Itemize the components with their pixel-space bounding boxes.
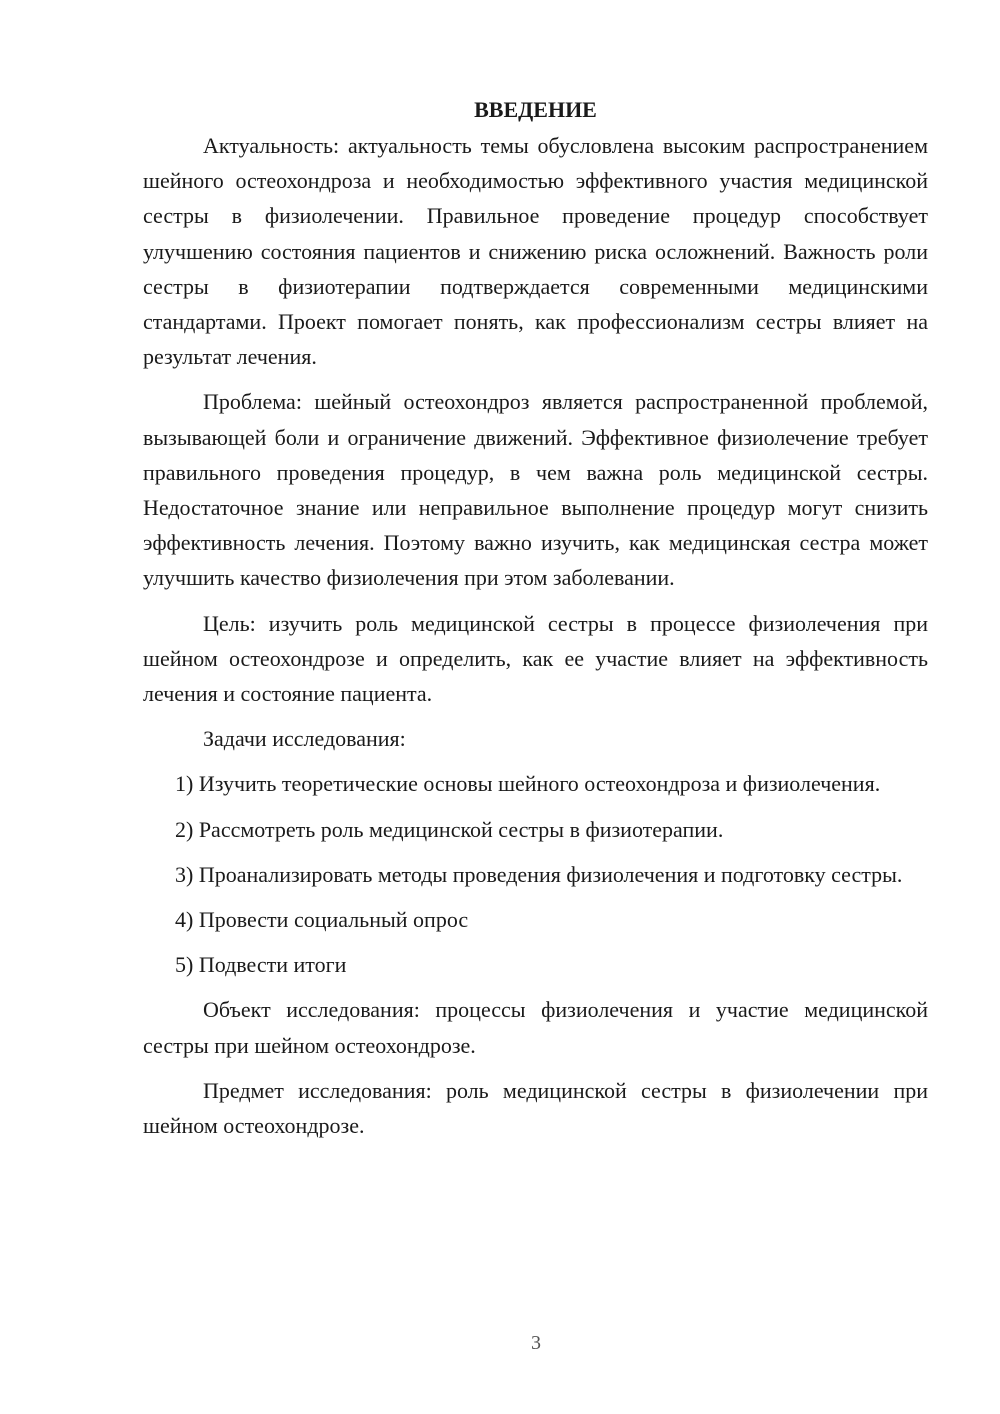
paragraph-goal: Цель: изучить роль медицинской сестры в процессе физиолечения при шейном остеохондрозе и определить, как ее участие влияет на эффективность лечения и состояние пациента. [143,610,928,707]
paragraph-relevance: Актуальность: актуальность темы обусловлена высоким распространением шейного остеохондроза и необходимостью эффективного участия медицинской сестры в физиолечении. Правильное проведение процедур способствует улучшению состояния пациентов и снижению риска осложнений. Важность роли сестры в физиотерапии подтверждается современными медицинскими стандартами. Проект помогает понять, как профессионализм сестры влияет на результат лечения. [143,133,928,370]
page-number: 3 [531,1332,541,1354]
page-title: ВВЕДЕНИЕ [474,97,597,122]
paragraph-object: Объект исследования: процессы физиолечения и участие медицинской сестры при шейном остеохондрозе. [143,997,928,1058]
paragraph-subject: Предмет исследования: роль медицинской сестры в физиолечении при шейном остеохондрозе. [143,1077,928,1139]
task-item-2: 2) Рассмотреть роль медицинской сестры в физиотерапии. [175,816,724,842]
task-item-4: 4) Провести социальный опрос [175,907,469,933]
tasks-title: Задачи исследования: [203,726,406,752]
task-item-5: 5) Подвести итоги [175,952,347,978]
paragraph-problem: Проблема: шейный остеохондроз является распространенной проблемой, вызывающей боли и ограничение движений. Эффективное физиолечение требует правильного проведения процедур, в чем важна роль медицинской сестры. Недостаточное знание или неправильное выполнение процедур могут снизить эффективность лечения. Поэтому важно изучить, как медицинская сестра может улучшить качество физиолечения при этом заболевании. [143,389,928,591]
task-item-3: 3) Проанализировать методы проведения физиолечения и подготовку сестры. [175,861,903,887]
document-page [143,92,928,1143]
task-item-1: 1) Изучить теоретические основы шейного остеохондроза и физиолечения. [175,771,881,797]
